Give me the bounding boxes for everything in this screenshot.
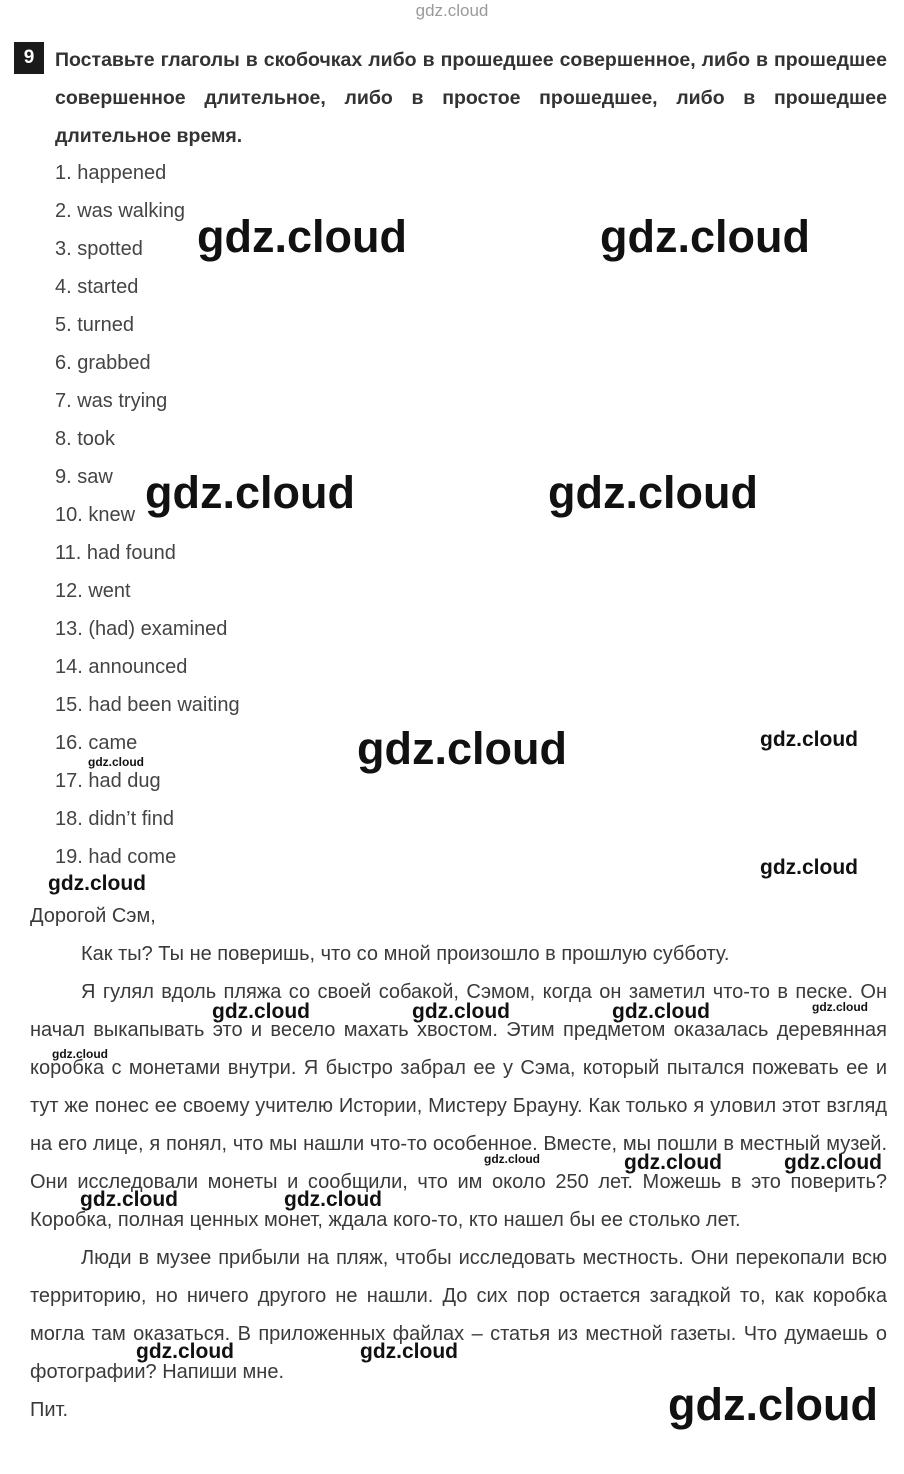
watermark: gdz.cloud [145,467,355,518]
watermark: gdz.cloud [548,467,758,518]
watermark: gdz.cloud [212,1000,310,1023]
answer-item: 14. announced [55,656,188,678]
answer-item: 1. happened [55,162,167,184]
answer-item: 2. was walking [55,200,186,222]
answer-item: 9. saw [55,466,113,488]
watermark: gdz.cloud [612,1000,710,1023]
watermark: gdz.cloud [600,211,810,262]
watermark: gdz.cloud [136,1340,234,1363]
answer-item: 18. didn’t find [55,808,174,830]
letter-greeting: Дорогой Сэм, [30,905,156,927]
watermark: gdz.cloud [80,1188,178,1211]
watermark: gdz.cloud [48,872,146,895]
watermark: gdz.cloud [360,1340,458,1363]
watermark: gdz.cloud [284,1188,382,1211]
answer-item: 5. turned [55,314,134,336]
answer-item: 4. started [55,276,139,298]
answer-item: 7. was trying [55,390,168,412]
site-watermark-top: gdz.cloud [415,1,489,20]
watermark: gdz.cloud [197,211,407,262]
exercise-instruction: Поставьте глаголы в скобочках либо в прошедшее совершенное, либо в прошедшее совершенное длительное, либо в простое прошедшее, либо в прошедшее длительное время. [55,49,887,147]
watermark: gdz.cloud [412,1000,510,1023]
watermark: gdz.cloud [784,1151,882,1174]
letter-paragraph: Как ты? Ты не поверишь, что со мной произошло в прошлую субботу. [81,943,730,965]
answer-item: 11. had found [55,542,176,564]
answer-item: 15. had been waiting [55,694,240,716]
answer-item: 17. had dug [55,770,161,792]
watermark: gdz.cloud [88,755,144,769]
answer-item: 13. (had) examined [55,618,228,640]
letter-paragraph: Люди в музее прибыли на пляж, чтобы исследовать местность. Они перекопали всю территорию, но ничего другого не нашли. До сих пор остается загадкой то, как коробка могла там оказаться. В приложенных файлах – статья из местной газеты. Что думаешь о фотографии? Напиши мне. [30,1247,887,1383]
watermark: gdz.cloud [760,728,858,751]
watermark: gdz.cloud [812,1000,868,1014]
letter-signature: Пит. [30,1399,69,1421]
answer-item: 10. knew [55,504,136,526]
watermark: gdz.cloud [624,1151,722,1174]
watermark: gdz.cloud [52,1047,108,1061]
watermark: gdz.cloud [484,1152,540,1166]
answer-item: 6. grabbed [55,352,151,374]
watermark: gdz.cloud [760,856,858,879]
answer-item: 12. went [55,580,131,602]
watermark: gdz.cloud [357,723,567,774]
answer-item: 19. had come [55,846,177,868]
exercise-number-badge: 9 [14,42,44,74]
watermark: gdz.cloud [668,1379,878,1430]
letter-paragraph: Я гулял вдоль пляжа со своей собакой, Сэмом, когда он заметил что-то в песке. Он начал выкапывать это и весело махать хвостом. Этим предметом оказалась деревянная коробка с монетами внутри. Я быстро забрал ее у Сэма, который пытался пожевать ее и тут же понес ее своему учителю Истории, Мистеру Брауну. Как только я уловил этот взгляд на его лице, я понял, что мы нашли что-то особенное. Вместе, мы пошли в местный музей. Они исследовали монеты и сообщили, что им около 250 лет. Можешь в это поверить? Коробка, полная ценных монет, ждала кого-то, кто нашел бы ее столько лет. [30,981,887,1231]
answer-item: 3. spotted [55,238,143,260]
answer-item: 8. took [55,428,116,450]
answer-item: 16. came [55,732,138,754]
